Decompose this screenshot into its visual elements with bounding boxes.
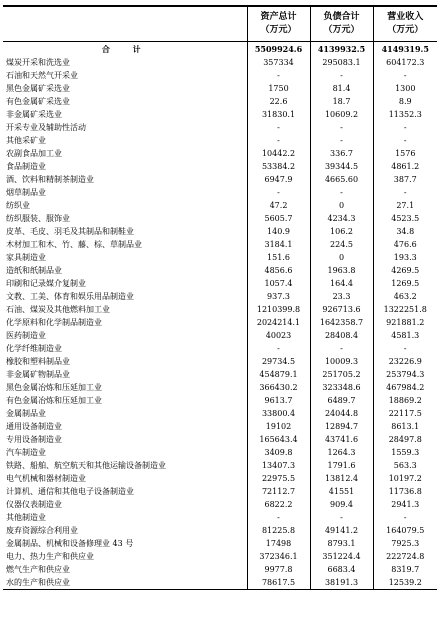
industry-name-cell: 造纸和纸制品业 [6, 266, 62, 275]
revenue-cell: - [373, 342, 437, 355]
table-row [3, 82, 437, 95]
industry-name-cell: 计算机、通信和其他电子设备制造业 [6, 487, 134, 496]
industry-name-cell: 废弃资源综合利用业 [6, 526, 78, 535]
industry-name-cell: 有色金属矿采选业 [6, 97, 70, 106]
revenue-cell: - [373, 134, 437, 147]
assets-cell: 6947.9 [247, 173, 310, 186]
liabilities-cell: 351224.4 [310, 550, 373, 563]
liabilities-cell: 28408.4 [310, 329, 373, 342]
header-total-liabilities: 负债合计 （万元） [310, 6, 373, 42]
assets-cell: - [247, 134, 310, 147]
table-row [3, 186, 437, 199]
industry-name-cell: 印刷和记录媒介复制业 [6, 279, 86, 288]
liabilities-cell: 224.5 [310, 238, 373, 251]
revenue-cell: 463.2 [373, 290, 437, 303]
revenue-cell: 18869.2 [373, 394, 437, 407]
industry-name-cell: 有色金属冶炼和压延加工业 [6, 396, 102, 405]
assets-cell: 165643.4 [247, 433, 310, 446]
revenue-cell: - [373, 121, 437, 134]
industry-finance-table [3, 5, 437, 590]
industry-name-cell: 铁路、船舶、航空航天和其他运输设备制造业 [6, 461, 166, 470]
table-row [3, 368, 437, 381]
total-row [3, 42, 437, 57]
assets-cell: 13407.3 [247, 459, 310, 472]
liabilities-cell: 336.7 [310, 147, 373, 160]
table-row [3, 251, 437, 264]
table-row [3, 498, 437, 511]
liabilities-cell: 4234.3 [310, 212, 373, 225]
industry-name-cell: 医药制造业 [6, 331, 46, 340]
liabilities-cell: 323348.6 [310, 381, 373, 394]
liabilities-cell: - [310, 511, 373, 524]
revenue-cell: 2941.3 [373, 498, 437, 511]
liabilities-cell: 18.7 [310, 95, 373, 108]
assets-cell: 19102 [247, 420, 310, 433]
assets-cell: 22.6 [247, 95, 310, 108]
revenue-cell: 12539.2 [373, 576, 437, 590]
assets-cell: 72112.7 [247, 485, 310, 498]
assets-cell: 33800.4 [247, 407, 310, 420]
industry-name-cell: 石油、煤炭及其他燃料加工业 [6, 305, 110, 314]
table-row [3, 264, 437, 277]
assets-cell: 6822.2 [247, 498, 310, 511]
revenue-cell: 387.7 [373, 173, 437, 186]
header-total-assets: 资产总计 （万元） [247, 6, 310, 42]
industry-name-cell: 烟草制品业 [6, 188, 46, 197]
industry-name-cell: 其他制造业 [6, 513, 46, 522]
assets-cell: 454879.1 [247, 368, 310, 381]
industry-name-cell: 家具制造业 [6, 253, 46, 262]
revenue-cell: 921881.2 [373, 316, 437, 329]
revenue-cell: 4861.2 [373, 160, 437, 173]
revenue-cell: 164079.5 [373, 524, 437, 537]
table-row [3, 95, 437, 108]
liabilities-cell: - [310, 186, 373, 199]
revenue-cell: - [373, 186, 437, 199]
liabilities-cell: 41551 [310, 485, 373, 498]
assets-cell: 151.6 [247, 251, 310, 264]
liabilities-cell: 49141.2 [310, 524, 373, 537]
revenue-cell: 4269.5 [373, 264, 437, 277]
assets-cell: 140.9 [247, 225, 310, 238]
liabilities-cell: 39344.5 [310, 160, 373, 173]
table-row [3, 459, 437, 472]
liabilities-cell: 38191.3 [310, 576, 373, 590]
assets-cell: 1210399.8 [247, 303, 310, 316]
industry-name-cell: 木材加工和木、竹、藤、棕、草制品业 [6, 240, 142, 249]
assets-cell: 366430.2 [247, 381, 310, 394]
liabilities-cell: 23.3 [310, 290, 373, 303]
liabilities-cell: 12894.7 [310, 420, 373, 433]
header-industry [3, 6, 247, 42]
industry-name-cell: 电气机械和器材制造业 [6, 474, 86, 483]
assets-cell: 29734.5 [247, 355, 310, 368]
revenue-cell: 604172.3 [373, 56, 437, 69]
assets-cell: 1057.4 [247, 277, 310, 290]
assets-cell: 3409.8 [247, 446, 310, 459]
table-row [3, 238, 437, 251]
liabilities-cell: 1963.8 [310, 264, 373, 277]
total-liabilities-cell: 4139932.5 [310, 42, 373, 57]
revenue-cell: 1300 [373, 82, 437, 95]
industry-name-cell: 橡胶和塑料制品业 [6, 357, 70, 366]
liabilities-cell: 1791.6 [310, 459, 373, 472]
table-row [3, 524, 437, 537]
revenue-cell: 1559.3 [373, 446, 437, 459]
liabilities-cell: 8793.1 [310, 537, 373, 550]
table-row [3, 134, 437, 147]
assets-cell: 5605.7 [247, 212, 310, 225]
table-row [3, 537, 437, 550]
liabilities-cell: 926713.6 [310, 303, 373, 316]
revenue-cell: 11352.3 [373, 108, 437, 121]
liabilities-cell: 251705.2 [310, 368, 373, 381]
assets-cell: - [247, 342, 310, 355]
assets-cell: 31830.1 [247, 108, 310, 121]
assets-cell: 53384.2 [247, 160, 310, 173]
liabilities-cell: 10609.2 [310, 108, 373, 121]
industry-name-cell: 文教、工美、体育和娱乐用品制造业 [6, 292, 134, 301]
assets-cell: 2024214.1 [247, 316, 310, 329]
liabilities-cell: 1264.3 [310, 446, 373, 459]
assets-cell: - [247, 121, 310, 134]
assets-cell: 22975.5 [247, 472, 310, 485]
liabilities-cell: 43741.6 [310, 433, 373, 446]
total-assets-cell: 5509924.6 [247, 42, 310, 57]
table-row [3, 355, 437, 368]
revenue-cell: 27.1 [373, 199, 437, 212]
liabilities-cell: 1642358.7 [310, 316, 373, 329]
assets-cell: 47.2 [247, 199, 310, 212]
revenue-cell: 476.6 [373, 238, 437, 251]
liabilities-cell: - [310, 121, 373, 134]
table-body [3, 42, 437, 590]
revenue-cell: 1322251.8 [373, 303, 437, 316]
industry-name-cell: 化学纤维制造业 [6, 344, 62, 353]
industry-name-cell: 皮革、毛皮、羽毛及其制品和制鞋业 [6, 227, 134, 236]
revenue-cell: 4523.5 [373, 212, 437, 225]
total-label: 合 计 [101, 43, 151, 54]
liabilities-cell: 164.4 [310, 277, 373, 290]
revenue-cell: 8319.7 [373, 563, 437, 576]
assets-cell: - [247, 69, 310, 82]
liabilities-cell: 13812.4 [310, 472, 373, 485]
table-row [3, 316, 437, 329]
assets-cell: 3184.1 [247, 238, 310, 251]
table-row [3, 108, 437, 121]
revenue-cell: 1269.5 [373, 277, 437, 290]
table-row [3, 199, 437, 212]
table-row [3, 394, 437, 407]
industry-name-cell: 专用设备制造业 [6, 435, 62, 444]
assets-cell: 10442.2 [247, 147, 310, 160]
assets-cell: 357334 [247, 56, 310, 69]
table-row [3, 121, 437, 134]
assets-cell: 17498 [247, 537, 310, 550]
revenue-cell: 23226.9 [373, 355, 437, 368]
table-row [3, 342, 437, 355]
total-revenue-cell: 4149319.5 [373, 42, 437, 57]
assets-cell: - [247, 511, 310, 524]
liabilities-cell: 81.4 [310, 82, 373, 95]
table-row [3, 446, 437, 459]
assets-cell: 372346.1 [247, 550, 310, 563]
revenue-cell: 8.9 [373, 95, 437, 108]
liabilities-cell: 0 [310, 251, 373, 264]
industry-name-cell: 纺织服装、服饰业 [6, 214, 70, 223]
header-row [3, 6, 437, 42]
industry-name-cell: 燃气生产和供应业 [6, 565, 70, 574]
table-row [3, 433, 437, 446]
assets-cell: 937.3 [247, 290, 310, 303]
liabilities-cell: 6683.4 [310, 563, 373, 576]
table-row [3, 303, 437, 316]
assets-cell: 78617.5 [247, 576, 310, 590]
table-row [3, 277, 437, 290]
industry-name-cell: 黑色金属冶炼和压延加工业 [6, 383, 102, 392]
table-row [3, 147, 437, 160]
revenue-cell: 28497.8 [373, 433, 437, 446]
table-row [3, 69, 437, 82]
assets-cell: 4856.6 [247, 264, 310, 277]
revenue-cell: 22117.5 [373, 407, 437, 420]
assets-cell: - [247, 186, 310, 199]
liabilities-cell: - [310, 69, 373, 82]
liabilities-cell: 6489.7 [310, 394, 373, 407]
assets-cell: 9613.7 [247, 394, 310, 407]
revenue-cell: - [373, 511, 437, 524]
assets-cell: 81225.8 [247, 524, 310, 537]
table-row [3, 485, 437, 498]
industry-name-cell: 开采专业及辅助性活动 [6, 123, 86, 132]
industry-name-cell: 其他采矿业 [6, 136, 46, 145]
table-row [3, 420, 437, 433]
liabilities-cell: - [310, 134, 373, 147]
revenue-cell: 7925.3 [373, 537, 437, 550]
liabilities-cell: - [310, 342, 373, 355]
header-operating-revenue: 营业收入 （万元） [373, 6, 437, 42]
industry-name-cell: 金属制品业 [6, 409, 46, 418]
table-row [3, 407, 437, 420]
revenue-cell: 4581.3 [373, 329, 437, 342]
industry-name-cell: 石油和天然气开采业 [6, 71, 78, 80]
industry-name-cell: 非金属矿采选业 [6, 110, 62, 119]
table-row [3, 511, 437, 524]
liabilities-cell: 10009.3 [310, 355, 373, 368]
revenue-cell: 34.8 [373, 225, 437, 238]
liabilities-cell: 106.2 [310, 225, 373, 238]
table-row [3, 576, 437, 590]
industry-name-cell: 金属制品、机械和设备修理业 43 号 [6, 539, 134, 548]
industry-name-cell: 酒、饮料和精制茶制造业 [6, 175, 94, 184]
industry-name-cell: 农副食品加工业 [6, 149, 62, 158]
industry-name-cell: 煤炭开采和洗选业 [6, 58, 70, 67]
liabilities-cell: 24044.8 [310, 407, 373, 420]
revenue-cell: 193.3 [373, 251, 437, 264]
industry-name-cell: 水的生产和供应业 [3, 576, 247, 590]
industry-name-cell: 黑色金属矿采选业 [6, 84, 70, 93]
table-row [3, 472, 437, 485]
table-row [3, 56, 437, 69]
assets-cell: 40023 [247, 329, 310, 342]
industry-name-cell: 纺织业 [6, 201, 30, 210]
assets-cell: 1750 [247, 82, 310, 95]
table-row [3, 550, 437, 563]
table-row [3, 160, 437, 173]
table-row [3, 381, 437, 394]
revenue-cell: 1576 [373, 147, 437, 160]
liabilities-cell: 0 [310, 199, 373, 212]
table-row [3, 225, 437, 238]
industry-name-cell: 食品制造业 [6, 162, 46, 171]
table-row [3, 173, 437, 186]
liabilities-cell: 4665.60 [310, 173, 373, 186]
revenue-cell: 222724.8 [373, 550, 437, 563]
industry-name-cell: 化学原料和化学制品制造业 [6, 318, 102, 327]
table-row [3, 329, 437, 342]
revenue-cell: 563.3 [373, 459, 437, 472]
industry-name-cell: 电力、热力生产和供应业 [6, 552, 94, 561]
revenue-cell: 11736.8 [373, 485, 437, 498]
industry-name-cell: 通用设备制造业 [6, 422, 62, 431]
revenue-cell: - [373, 69, 437, 82]
liabilities-cell: 295083.1 [310, 56, 373, 69]
revenue-cell: 8613.1 [373, 420, 437, 433]
table-row [3, 212, 437, 225]
assets-cell: 9977.8 [247, 563, 310, 576]
industry-name-cell: 汽车制造业 [6, 448, 46, 457]
revenue-cell: 10197.2 [373, 472, 437, 485]
revenue-cell: 467984.2 [373, 381, 437, 394]
liabilities-cell: 909.4 [310, 498, 373, 511]
table-row [3, 290, 437, 303]
industry-name-cell: 非金属矿物制品业 [6, 370, 70, 379]
revenue-cell: 253794.3 [373, 368, 437, 381]
table-row [3, 563, 437, 576]
industry-name-cell: 仪器仪表制造业 [6, 500, 62, 509]
